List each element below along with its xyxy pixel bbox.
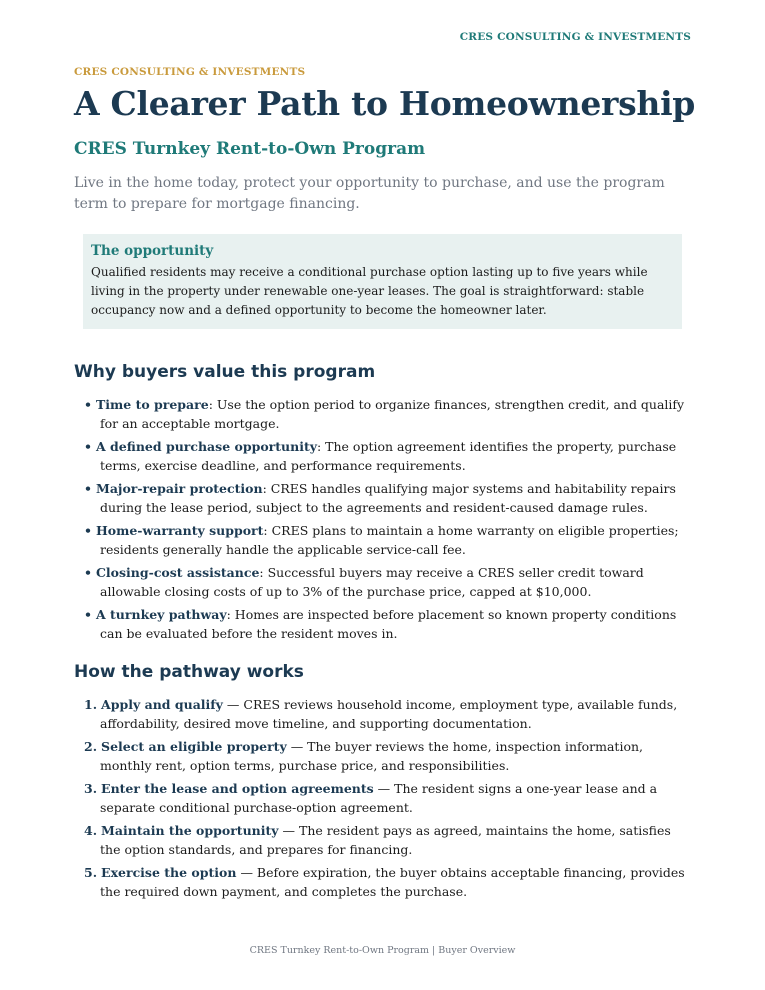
list-item	[84, 395, 690, 433]
list-item	[84, 695, 690, 733]
benefits-heading: Why buyers value this program	[74, 362, 376, 382]
list-item	[84, 863, 690, 901]
list-item	[84, 821, 690, 859]
step-text: — The buyer reviews the home, inspection information, monthly rent, option terms, purchase price, and responsibilities.	[100, 739, 644, 773]
benefit-term: Closing-cost assistance	[95, 565, 260, 580]
benefit-text: : CRES handles qualifying major systems and habitability repairs during the lease period, subject to the agreements and resident-caused damage rules.	[100, 481, 676, 515]
step-term: Enter the lease and option agreements	[101, 781, 374, 796]
page-title: A Clearer Path to Homeownership	[74, 84, 696, 123]
list-item	[84, 563, 690, 601]
program-subtitle: CRES Turnkey Rent-to-Own Program	[74, 139, 426, 159]
step-number: 2.	[84, 739, 98, 754]
list-item	[84, 437, 690, 475]
step-number: 3.	[84, 781, 98, 796]
step-text: — CRES reviews household income, employment type, available funds, affordability, desired move timeline, and supporting documentation.	[100, 697, 678, 731]
callout-title: The opportunity	[91, 243, 214, 259]
list-item	[84, 605, 690, 643]
list-item	[84, 479, 690, 517]
list-item	[84, 521, 690, 559]
bullet-marker: •	[84, 481, 92, 496]
running-header: CRES CONSULTING & INVESTMENTS	[459, 31, 691, 43]
benefit-text: : The option agreement identifies the property, purchase terms, exercise deadline, and performance requirements.	[100, 439, 677, 473]
benefit-term: Home-warranty support	[95, 523, 264, 538]
benefit-text: : Use the option period to organize finances, strengthen credit, and qualify for an acceptable mortgage.	[100, 397, 685, 431]
benefit-term: A turnkey pathway	[95, 607, 227, 622]
page-footer: CRES Turnkey Rent-to-Own Program | Buyer Overview	[249, 945, 516, 956]
step-term: Exercise the option	[101, 865, 237, 880]
step-term: Maintain the opportunity	[101, 823, 279, 838]
benefit-term: Time to prepare	[95, 397, 209, 412]
benefits-list	[84, 395, 690, 647]
list-item	[84, 737, 690, 775]
bullet-marker: •	[84, 439, 92, 454]
step-text: — Before expiration, the buyer obtains acceptable financing, provides the required down payment, and completes the purchase.	[100, 865, 685, 899]
step-text: — The resident pays as agreed, maintains the home, satisfies the option standards, and prepares for financing.	[100, 823, 671, 857]
benefit-text: : CRES plans to maintain a home warranty on eligible properties; residents generally handle the applicable service-call fee.	[100, 523, 679, 557]
step-number: 1.	[84, 697, 98, 712]
bullet-marker: •	[84, 397, 92, 412]
eyebrow-label: CRES CONSULTING & INVESTMENTS	[74, 66, 306, 78]
pathway-heading: How the pathway works	[74, 662, 304, 682]
step-number: 4.	[84, 823, 98, 838]
benefit-text: : Successful buyers may receive a CRES seller credit toward allowable closing costs of up to 3% of the purchase price, capped at $10,000.	[100, 565, 644, 599]
intro-paragraph: Live in the home today, protect your opportunity to purchase, and use the program term to prepare for mortgage financing.	[74, 175, 665, 212]
list-item	[84, 779, 690, 817]
callout-body: Qualified residents may receive a conditional purchase option lasting up to five years while living in the property under renewable one-year leases. The goal is straightforward: stable occupancy now and a defined opportunity to become the homeowner later.	[91, 265, 648, 317]
benefit-text: : Homes are inspected before placement so known property conditions can be evaluated before the resident moves in.	[100, 607, 677, 641]
bullet-marker: •	[84, 607, 92, 622]
step-term: Apply and qualify	[101, 697, 223, 712]
bullet-marker: •	[84, 565, 92, 580]
bullet-marker: •	[84, 523, 92, 538]
benefit-term: A defined purchase opportunity	[95, 439, 317, 454]
opportunity-callout	[83, 234, 682, 329]
pathway-steps	[84, 695, 690, 905]
benefit-term: Major-repair protection	[95, 481, 263, 496]
step-number: 5.	[84, 865, 98, 880]
step-term: Select an eligible property	[101, 739, 287, 754]
step-text: — The resident signs a one-year lease and a separate conditional purchase-option agreement.	[100, 781, 658, 815]
